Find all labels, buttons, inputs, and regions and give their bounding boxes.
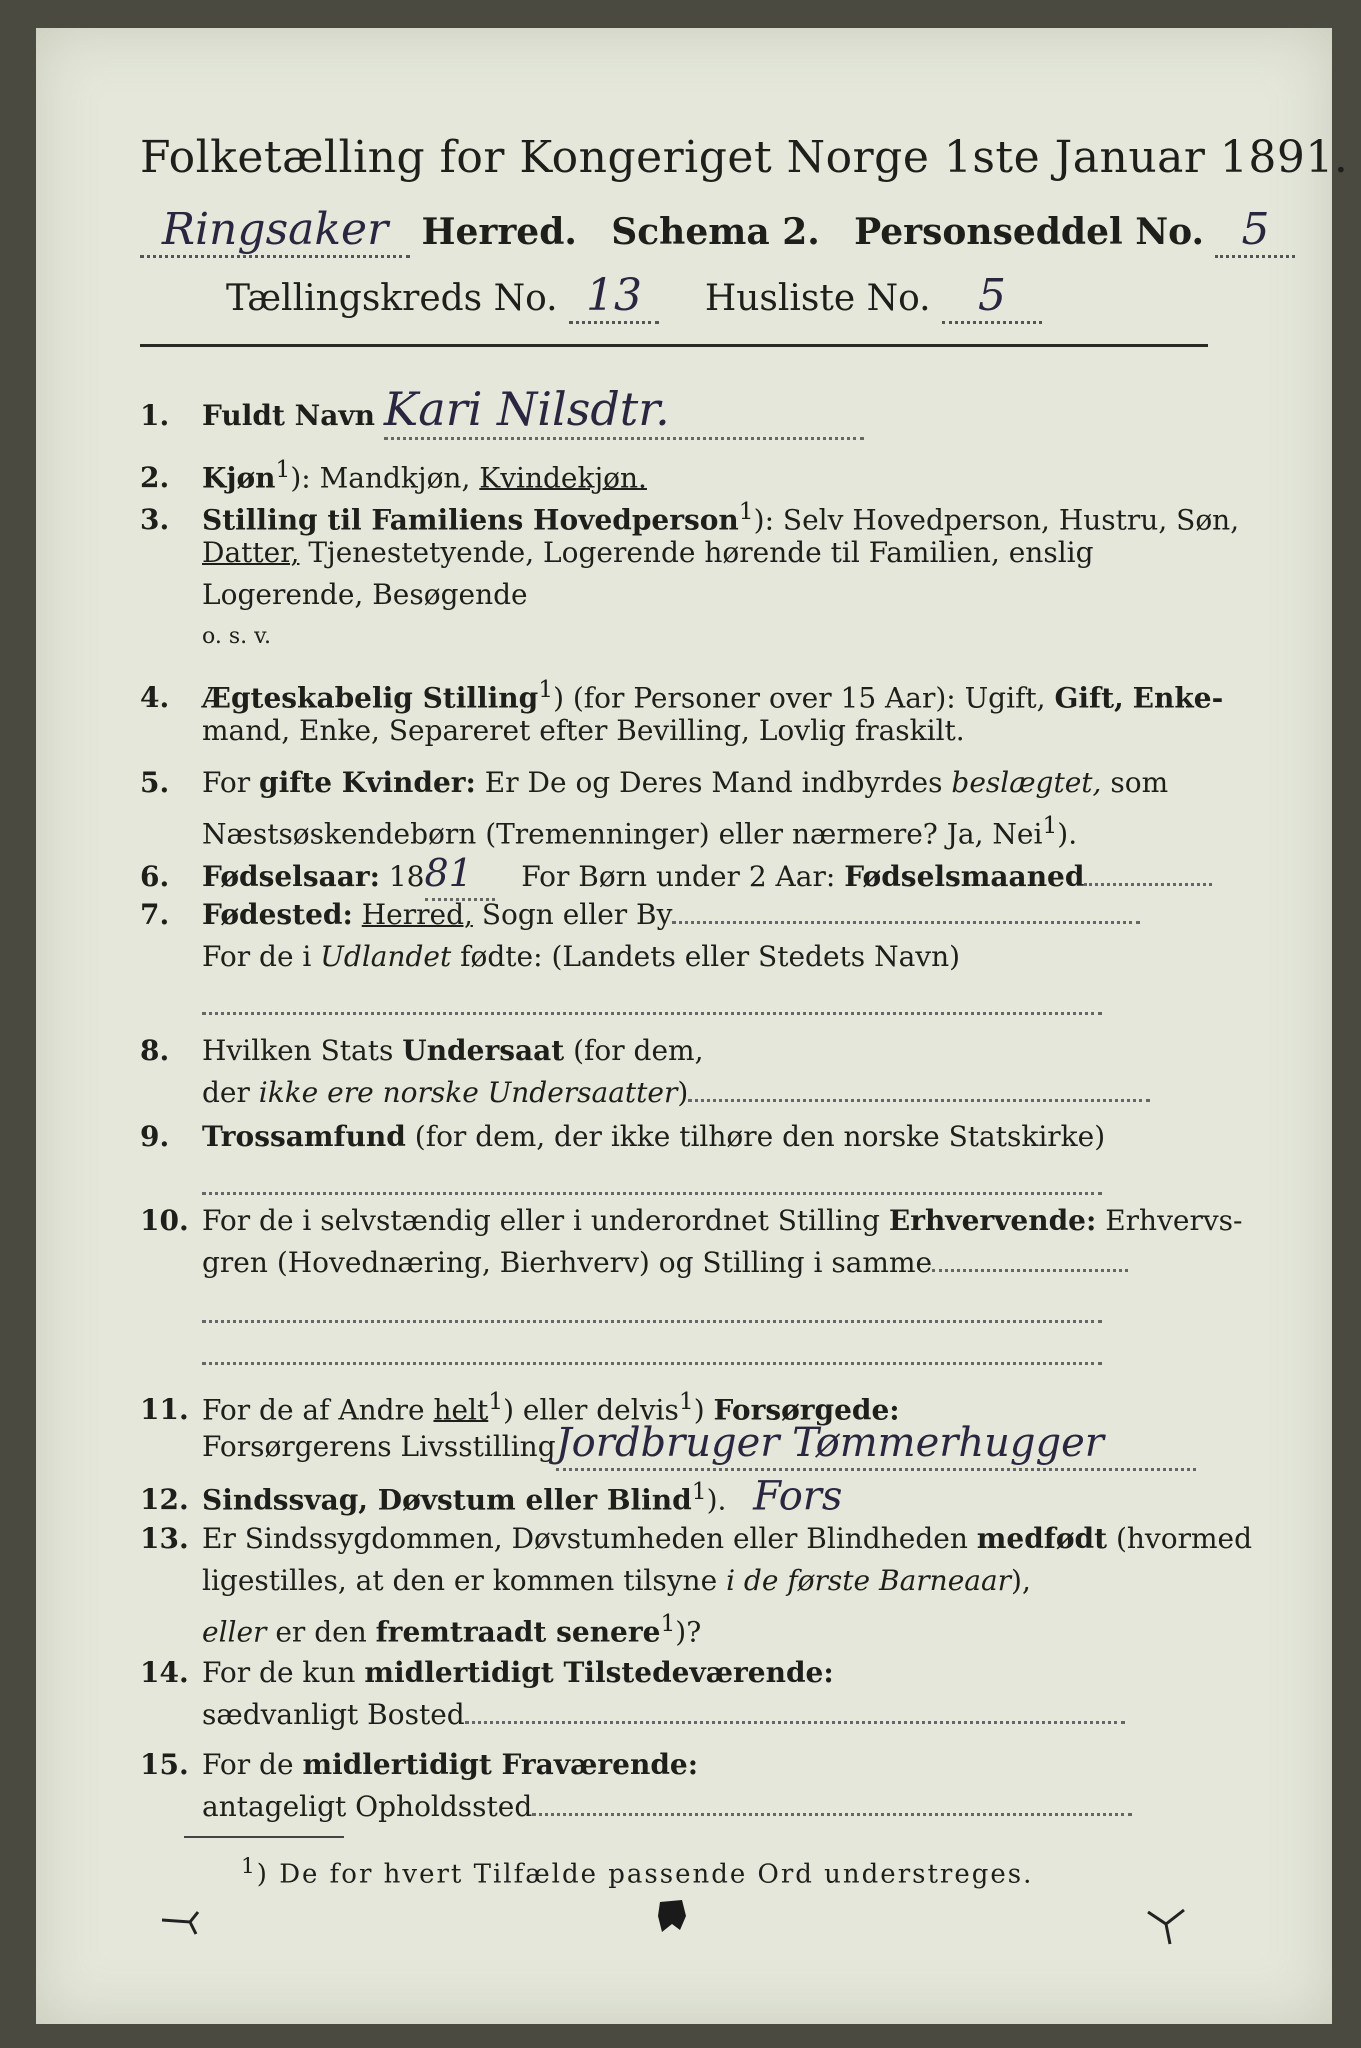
- question-4: 4. Ægteskabelig Stilling$^1$) (for Personer over 15 Aar): Ugift, Gift, Enke-: [140, 675, 1224, 715]
- footnote-rule: [184, 1836, 344, 1838]
- question-1: 1. Fuldt Navn Kari Nilsdtr.: [140, 388, 1210, 440]
- gender-selected: Kvindekjøn.: [479, 461, 647, 495]
- question-15: 15. For de midlertidigt Fraværende:: [140, 1748, 699, 1781]
- header-line-kreds: [226, 270, 1042, 324]
- form-title: Folketælling for Kongeriget Norge 1ste Januar 1891.: [140, 132, 1349, 183]
- kreds-value: 13: [586, 270, 643, 321]
- census-form-sheet: Folketælling for Kongeriget Norge 1ste Januar 1891. Ringsaker Herred. Schema 2. Personseddel No. 5 Tællingskreds No. 13 Husliste No. 5 1. Fuldt Navn Kari Nilsdtr. 2. Kjøn$^1$): Mandkjøn, Kvindekjøn. 3. Stilling til Familiens Hovedperson$^1$): Selv Hovedperson, Hustru, Søn, Datter, Tjenestetyende, Logerende hørende til Familien, enslig Logerende, Besøgende o. s. v. 4. Ægteskabelig Stilling$^1$) (for Personer over 15 Aar): Ugift, Gift, Enke- mand, Enke, Separeret efter Bevilling, Lovlig fraskilt. 5. For gifte Kvinder: Er De og Deres Mand indbyrdes beslægtet, som Næstsøskendebørn (Tremenninger) eller nærmere? Ja, Nei$^1$). 6. Fødselsaar: 1881 For Børn under 2 Aar: Fødselsmaaned 7. Fødested: Herred, Sogn eller By For de i Udlandet fødte: (Landets eller Stedets Navn) 8. Hvilken Stats Undersaat (for dem, der ikke ere norske Undersaatter) 9. Trossamfund (for dem, der ikke tilhøre den norske Statskirke) 10. For de i selvstændig eller i underordnet Stilling Erhvervende: Erhvervs- gren (Hovednæring, Bierhverv) og Stilling i samme 11. For de af Andre helt$^1$) eller delvis$^1$) Forsørgede: Forsørgerens LivsstillingJordbruger Tømmerhugger 12. Sindssvag, Døvstum eller Blind$^1$). Fors 13. Er Sindssygdommen, Døvstumheden eller Blindheden medfødt (hvormed ligestilles, at den er kommen tilsyne i de første Barneaar), eller er den fremtraadt senere$^1$)? 14. For de kun midlertidigt Tilstedeværende: sædvanligt Bosted 15. For de midlertidigt Fraværende: antageligt Opholdssted $^1$) De for hvert Tilfælde passende Ord understreges.: [36, 28, 1332, 2024]
- question-10: 10. For de i selvstændig eller i underordnet Stilling Erhvervende: Erhvervs-: [140, 1204, 1243, 1237]
- center-mark-icon: [652, 1896, 692, 1936]
- schema-label: Schema 2.: [611, 211, 820, 253]
- kreds-label: Tællingskreds No.: [226, 278, 558, 319]
- full-name-value: Kari Nilsdtr.: [383, 382, 670, 436]
- footnote: $^1$) De for hvert Tilfælde passende Ord understreges.: [241, 1854, 1034, 1890]
- herred-label: Herred.: [421, 211, 577, 253]
- husliste-value: 5: [978, 270, 1007, 321]
- husliste-label: Husliste No.: [704, 278, 931, 319]
- corner-mark-left-icon: [160, 1908, 200, 1938]
- corner-mark-right-icon: [1146, 1908, 1190, 1948]
- question-11: 11. For de af Andre helt$^1$) eller delvis$^1$) Forsørgede:: [140, 1387, 900, 1427]
- family-position-selected: Datter,: [202, 536, 300, 569]
- q1-label: Fuldt Navn: [202, 399, 376, 432]
- question-8: 8. Hvilken Stats Undersaat (for dem,: [140, 1034, 704, 1067]
- question-5: 5. For gifte Kvinder: Er De og Deres Mand indbyrdes beslægtet, som: [140, 766, 1169, 799]
- question-7: 7. Fødested: Herred, Sogn eller By: [140, 894, 1210, 936]
- question-12: 12. Sindssvag, Døvstum eller Blind$^1$). Fors: [140, 1473, 843, 1520]
- birthplace-selected: Herred,: [361, 898, 473, 931]
- birth-year-value: 81: [424, 851, 473, 895]
- question-9: 9. Trossamfund (for dem, der ikke tilhøre den norske Statskirke): [140, 1120, 1106, 1153]
- herred-value: Ringsaker: [161, 204, 389, 255]
- question-13: 13. Er Sindssygdommen, Døvstumheden eller Blindheden medfødt (hvormed: [140, 1522, 1252, 1555]
- header-rule: [140, 344, 1208, 347]
- personseddel-label: Personseddel No.: [854, 211, 1205, 253]
- supporter-occupation-value: Jordbruger Tømmerhugger: [555, 1420, 1104, 1466]
- question-6: 6. Fødselsaar: 1881 For Børn under 2 Aar: Fødselsmaaned: [140, 852, 1210, 901]
- header-line-herred: [140, 204, 1295, 258]
- question-14: 14. For de kun midlertidigt Tilstedeværende:: [140, 1656, 834, 1689]
- question-2: 2. Kjøn$^1$): Mandkjøn, Kvindekjøn.: [140, 455, 647, 495]
- question-3: 3. Stilling til Familiens Hovedperson$^1$): Selv Hovedperson, Hustru, Søn,: [140, 497, 1240, 537]
- personseddel-value: 5: [1241, 204, 1270, 255]
- disability-value: Fors: [753, 1473, 843, 1520]
- support-selected: helt: [433, 1393, 489, 1427]
